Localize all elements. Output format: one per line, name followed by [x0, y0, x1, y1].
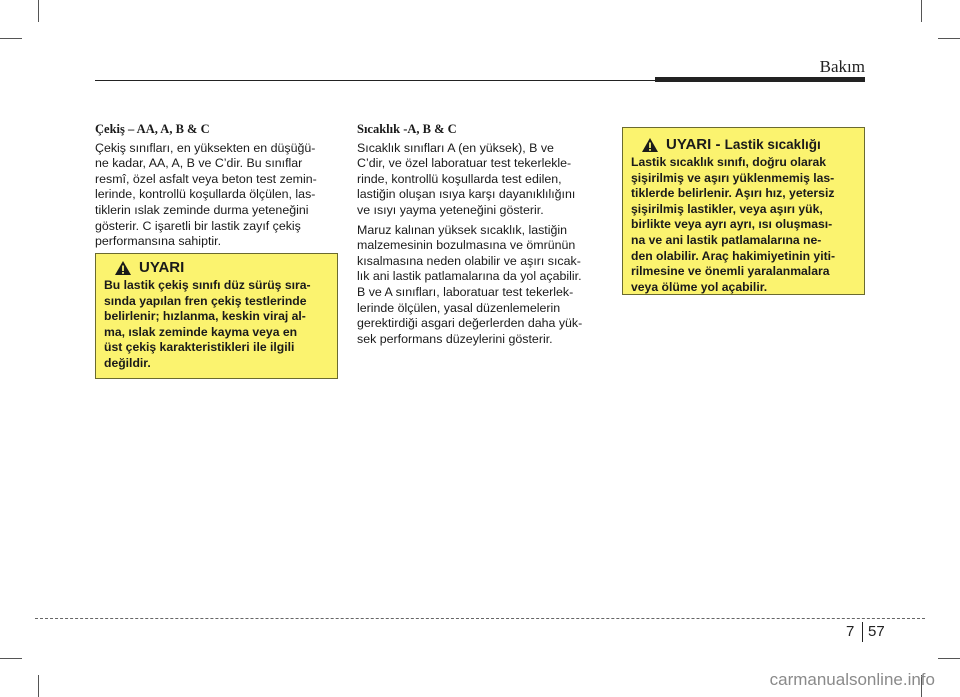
text-line: üst çekiş karakteristikleri ile ilgili: [104, 340, 295, 355]
text-line: şişirilmiş lastikler, veya aşırı yük,: [631, 201, 823, 216]
text-line: lastiğin oluşan ısıya karşı dayanıklılığını: [357, 187, 576, 202]
page-number: 57: [868, 623, 885, 640]
text-line: resmî, özel asfalt veya beton test zemin-: [95, 171, 317, 186]
warning-title-subject: Lastik sıcaklığı: [724, 137, 821, 153]
section-title: Bakım: [819, 57, 865, 76]
text-line: değildir.: [104, 355, 151, 370]
crop-mark: [0, 658, 22, 659]
text-line: sında yapılan fren çekiş testlerinde: [104, 293, 307, 308]
text-line: Lastik sıcaklık sınıfı, doğru olarak: [631, 155, 827, 169]
warning-title: [641, 137, 856, 153]
temperature-paragraph-2: [357, 223, 602, 348]
text-line: kısalmasına neden olabilir ve aşırı sıcak-: [357, 253, 581, 268]
text-line: şişirilmiş ve aşırı yüklenmemiş las-: [631, 170, 835, 185]
crop-mark: [38, 0, 39, 22]
text-line: ve ısıyı yayma yeteneğini gösterir.: [357, 202, 544, 217]
text-line: na ve ani lastik patlamalarına ne-: [631, 232, 822, 247]
text-line: B ve A sınıfları, laboratuar test tekerlek-: [357, 284, 574, 299]
text-line: birlikte veya ayrı ayrı, ısı oluşması-: [631, 217, 833, 232]
text-line: tiklerde belirlenir. Aşırı hız, yetersiz: [631, 186, 835, 201]
text-line: lık ani lastik patlamalarına da yol açabilir.: [357, 269, 582, 284]
text-line: ne kadar, AA, A, B ve C’dir. Bu sınıflar: [95, 156, 303, 171]
text-line: sek performans düzeylerini gösterir.: [357, 331, 553, 346]
watermark: carmanualsonline.info: [769, 670, 935, 689]
temperature-paragraph-1: [357, 141, 602, 219]
temperature-heading: Sıcaklık -A, B & C: [357, 122, 457, 136]
crop-mark: [921, 0, 922, 22]
text-line: belirlenir; hızlanma, keskin viraj al-: [104, 309, 306, 324]
chapter-number: 7: [846, 623, 855, 640]
text-line: gerektirdiği asgari değerlerden daha yük-: [357, 316, 583, 331]
header-rule-accent: [655, 77, 865, 82]
crop-mark: [938, 38, 960, 39]
text-line: gösterir. C işaretli bir lastik zayıf çekiş: [95, 218, 301, 233]
text-line: veya ölüme yol açabilir.: [631, 279, 768, 294]
text-line: Bu lastik çekiş sınıfı düz sürüş sıra-: [104, 278, 311, 292]
text-line: rilmesine ve önemli yaralanmalara: [631, 264, 830, 279]
text-line: C’dir, ve özel laboratuar test tekerlekle-: [357, 156, 572, 171]
text-line: Çekiş sınıfları, en yüksekten en düşüğü-: [95, 140, 316, 155]
middle-column: [357, 122, 602, 351]
warning-triangle-icon: [641, 137, 659, 153]
text-line: lerinde ölçülen, yasal düzenlemelerin: [357, 300, 561, 315]
left-column: [95, 122, 337, 254]
footer-rule: [35, 618, 925, 619]
traction-paragraph: [95, 141, 337, 250]
text-line: malzemesinin bozulmasına ve ömrünün: [357, 238, 576, 253]
warning-title-text: [666, 137, 821, 153]
text-line: performansına sahiptir.: [95, 234, 222, 249]
warning-title-prefix: UYARI -: [666, 136, 721, 154]
warning-box-traction: [95, 253, 338, 379]
text-line: lerinde, kontrollü koşullarda ölçülen, las-: [95, 187, 316, 202]
crop-mark: [0, 38, 22, 39]
page-number-separator: [862, 622, 863, 642]
crop-mark: [938, 658, 960, 659]
warning-title: [114, 260, 329, 276]
warning-box-tire-temperature: [622, 127, 865, 295]
crop-mark: [38, 675, 39, 697]
text-line: ma, ıslak zeminde kayma veya en: [104, 324, 298, 339]
text-line: rinde, kontrollü koşullarda test edilen,: [357, 171, 562, 186]
text-line: tiklerin ıslak zeminde durma yeteneğini: [95, 202, 309, 217]
text-line: den olabilir. Araç hakimiyetinin yiti-: [631, 248, 836, 263]
traction-heading: Çekiş – AA, A, B & C: [95, 122, 210, 136]
text-line: Maruz kalınan yüksek sıcaklık, lastiğin: [357, 222, 568, 237]
warning-title-text: UYARI: [139, 259, 185, 277]
warning-triangle-icon: [114, 260, 132, 276]
text-line: Sıcaklık sınıfları A (en yüksek), B ve: [357, 140, 554, 155]
